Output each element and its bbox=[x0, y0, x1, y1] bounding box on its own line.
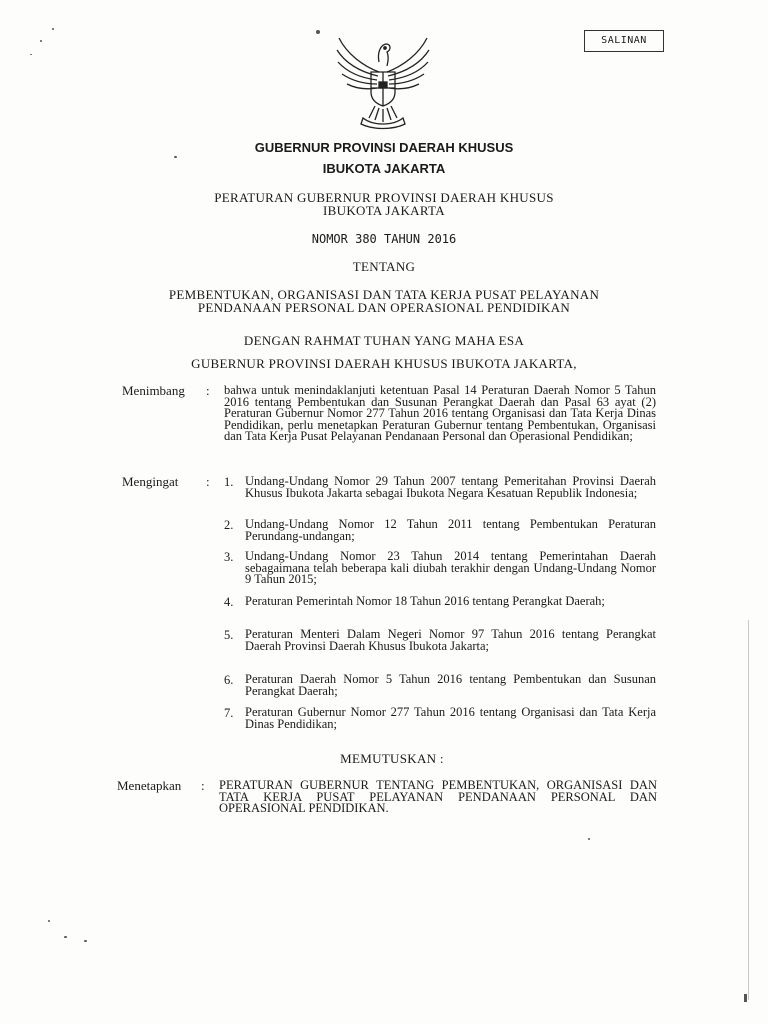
mengingat-item-number: 4. bbox=[224, 595, 234, 609]
garuda-emblem-icon bbox=[333, 32, 433, 130]
regulation-title-line-2: IBUKOTA JAKARTA bbox=[323, 203, 445, 218]
regulation-title-line-1: PERATURAN GUBERNUR PROVINSI DAERAH KHUSUS bbox=[214, 190, 554, 205]
subject-line-1: PEMBENTUKAN, ORGANISASI DAN TATA KERJA PUSAT PELAYANAN bbox=[168, 287, 600, 302]
mengingat-item-text: Peraturan Pemerintah Nomor 18 Tahun 2016 tentang Perangkat Daerah; bbox=[245, 594, 605, 608]
salinan-stamp: SALINAN bbox=[584, 30, 664, 52]
menimbang-label: Menimbang bbox=[122, 383, 185, 398]
mengingat-item-text: Undang-Undang Nomor 23 Tahun 2014 tentang Pemerintahan Daerah sebagaimana telah beberapa kali diubah terakhir dengan Undang-Undang Nomor 9 Tahun 2015; bbox=[245, 549, 656, 586]
blessing-line: DENGAN RAHMAT TUHAN YANG MAHA ESA bbox=[243, 333, 525, 348]
authority-line-1: GUBERNUR PROVINSI DAERAH KHUSUS bbox=[254, 140, 514, 155]
mengingat-item-text: Undang-Undang Nomor 12 Tahun 2011 tentang Pembentukan Peraturan Perundang-undangan; bbox=[245, 517, 656, 543]
tentang-heading: TENTANG bbox=[352, 259, 416, 274]
authority-line-2: IBUKOTA JAKARTA bbox=[322, 161, 446, 176]
mengingat-item-text: Undang-Undang Nomor 29 Tahun 2007 tentang Pemeritahan Provinsi Daerah Khusus Ibukota Jakarta sebagai Ibukota Negara Kesatuan Republik Indonesia; bbox=[245, 474, 656, 500]
mengingat-item-number: 2. bbox=[224, 518, 234, 532]
mengingat-item-number: 7. bbox=[224, 706, 234, 720]
menetapkan-text: PERATURAN GUBERNUR TENTANG PEMBENTUKAN, ORGANISASI DAN TATA KERJA PUSAT PELAYANAN PENDANAAN PERSONAL DAN OPERASIONAL PENDIDIKAN. bbox=[219, 778, 657, 815]
mengingat-item-text: Peraturan Daerah Nomor 5 Tahun 2016 tentang Pembentukan dan Susunan Perangkat Daerah; bbox=[245, 672, 656, 698]
menetapkan-colon: : bbox=[201, 778, 205, 793]
mengingat-item-text: Peraturan Menteri Dalam Negeri Nomor 97 Tahun 2016 tentang Perangkat Daerah Provinsi Daerah Khusus Ibukota Jakarta; bbox=[245, 627, 656, 653]
mengingat-label: Mengingat bbox=[122, 474, 179, 489]
mengingat-item-text: Peraturan Gubernur Nomor 277 Tahun 2016 tentang Organisasi dan Tata Kerja Dinas Pendidikan; bbox=[245, 705, 656, 731]
mengingat-colon: : bbox=[206, 474, 210, 489]
mengingat-item-number: 6. bbox=[224, 673, 234, 687]
menimbang-colon: : bbox=[206, 383, 210, 398]
menimbang-text: bahwa untuk menindaklanjuti ketentuan Pasal 14 Peraturan Daerah Nomor 5 Tahun 2016 tentang Pembentukan dan Susunan Perangkat Daerah dan Pasal 63 ayat (2) Peraturan Gubernur Nomor 277 Tahun 2016 tentang Organisasi dan Tata Kerja Dinas Pendidikan, perlu menetapkan Peraturan Gubernur tentang Pembentukan, Organisasi dan Tata Kerja Pusat Pelayanan Pendanaan Personal dan Operasional Pendidikan; bbox=[224, 383, 656, 443]
memutuskan-heading: MEMUTUSKAN : bbox=[340, 751, 444, 766]
mengingat-item-number: 1. bbox=[224, 475, 234, 489]
regulation-number: NOMOR 380 TAHUN 2016 bbox=[311, 232, 457, 246]
menetapkan-label: Menetapkan bbox=[117, 778, 182, 793]
governor-line: GUBERNUR PROVINSI DAERAH KHUSUS IBUKOTA JAKARTA, bbox=[191, 356, 577, 371]
mengingat-item-number: 3. bbox=[224, 550, 234, 564]
subject-line-2: PENDANAAN PERSONAL DAN OPERASIONAL PENDIDIKAN bbox=[197, 300, 571, 315]
mengingat-item-number: 5. bbox=[224, 628, 234, 642]
